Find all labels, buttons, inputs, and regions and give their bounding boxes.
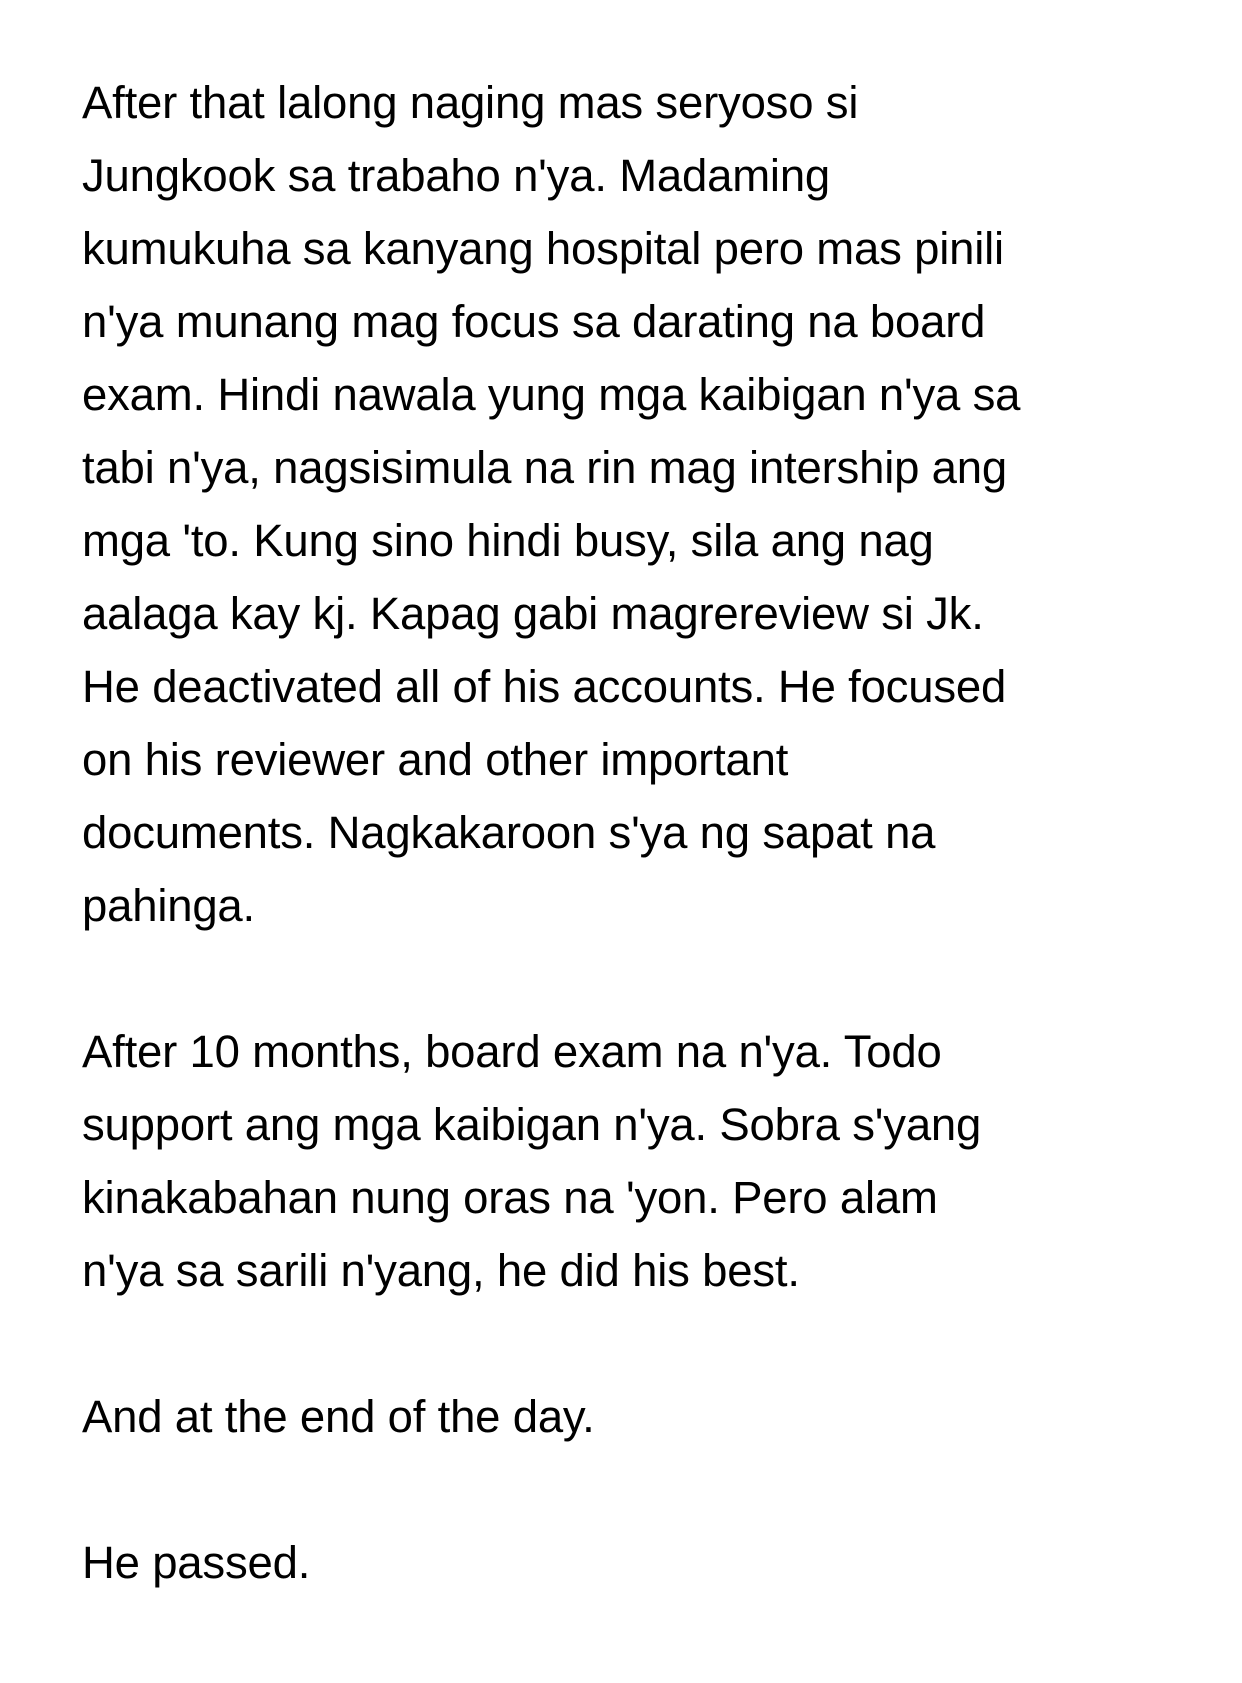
text-line: He passed. [82, 1537, 311, 1588]
note-body [82, 66, 1192, 1599]
paragraph-3 [82, 1380, 1192, 1453]
text-line: pahinga. [82, 880, 255, 931]
text-line: n'ya sa sarili n'yang, he did his best. [82, 1245, 800, 1296]
paragraph-4 [82, 1526, 1192, 1599]
text-line: After that lalong naging mas seryoso si [82, 77, 859, 128]
text-line: exam. Hindi nawala yung mga kaibigan n'ya sa [82, 369, 1021, 420]
text-line: support ang mga kaibigan n'ya. Sobra s'yang [82, 1099, 982, 1150]
paragraph-2 [82, 1015, 1192, 1307]
text-line: on his reviewer and other important [82, 734, 789, 785]
text-line: tabi n'ya, nagsisimula na rin mag intership ang [82, 442, 1007, 493]
text-line: He deactivated all of his accounts. He focused [82, 661, 1007, 712]
text-line: mga 'to. Kung sino hindi busy, sila ang nag [82, 515, 934, 566]
text-line: aalaga kay kj. Kapag gabi magrereview si Jk. [82, 588, 984, 639]
text-line: kumukuha sa kanyang hospital pero mas pinili [82, 223, 1004, 274]
text-line: kinakabahan nung oras na 'yon. Pero alam [82, 1172, 938, 1223]
text-line: After 10 months, board exam na n'ya. Todo [82, 1026, 942, 1077]
paragraph-1 [82, 66, 1192, 942]
text-line: n'ya munang mag focus sa darating na board [82, 296, 986, 347]
text-line: And at the end of the day. [82, 1391, 595, 1442]
text-line: documents. Nagkakaroon s'ya ng sapat na [82, 807, 936, 858]
text-line: Jungkook sa trabaho n'ya. Madaming [82, 150, 831, 201]
